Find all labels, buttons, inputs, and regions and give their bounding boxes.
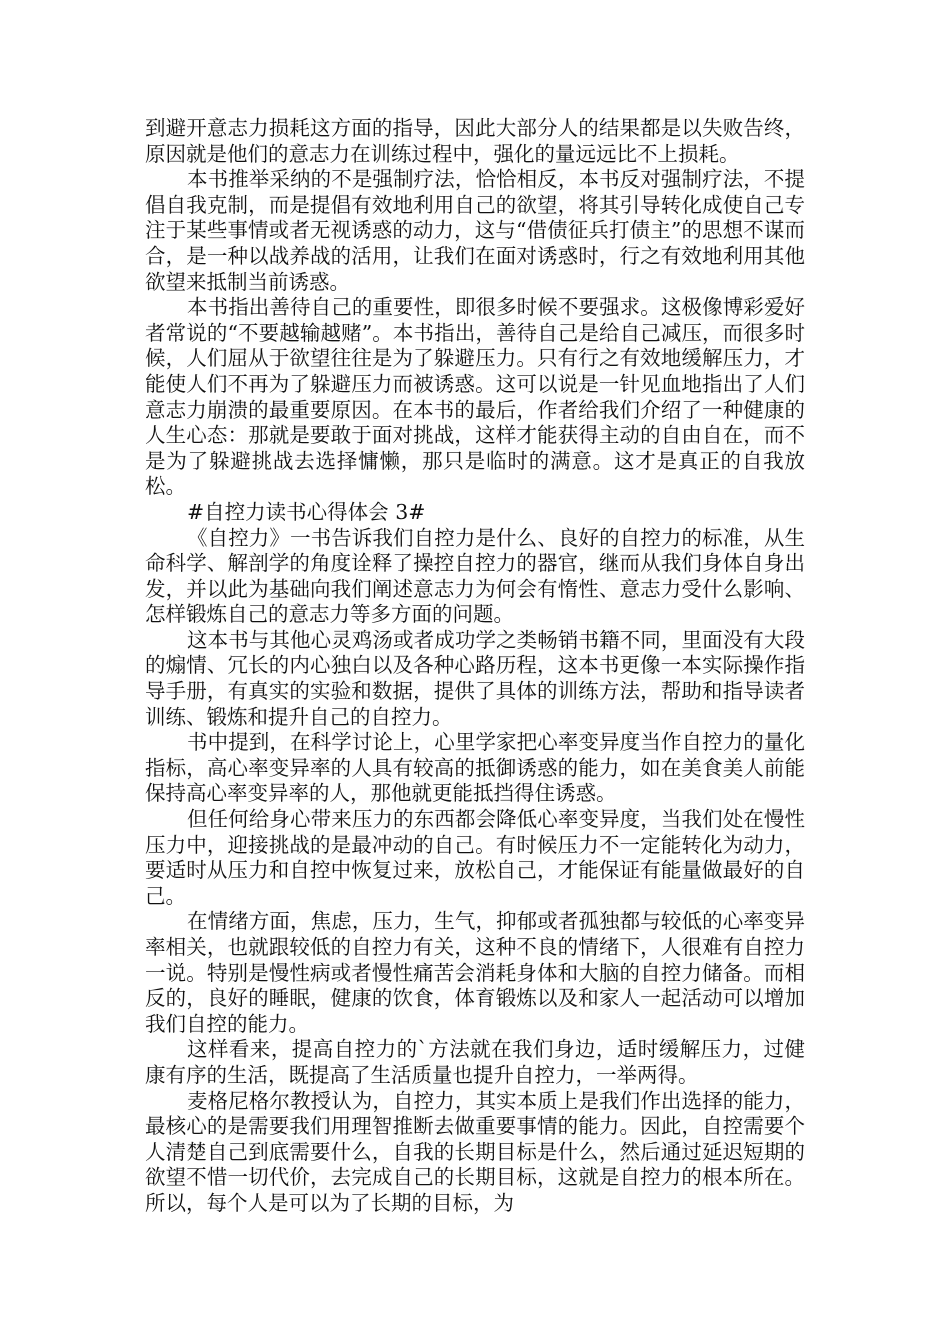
paragraph: 《自控力》一书告诉我们自控力是什么、良好的自控力的标准，从生命科学、解剖学的角度诠释了操控自控力的器官，继而从我们身体自身出发，并以此为基础向我们阐述意志力为何会有惰性、意志力受什么影响、怎样锻炼自己的意志力等多方面的问题。 [145, 525, 805, 627]
paragraph: 在情绪方面，焦虑，压力，生气，抑郁或者孤独都与较低的心率变异率相关，也就跟较低的自控力有关，这种不良的情绪下，人很难有自控力一说。特别是慢性病或者慢性痛苦会消耗身体和大脑的自控力储备。而相反的，良好的睡眠，健康的饮食，体育锻炼以及和家人一起活动可以增加我们自控的能力。 [145, 909, 805, 1036]
paragraph-continuation: 到避开意志力损耗这方面的指导，因此大部分人的结果都是以失败告终，原因就是他们的意志力在训练过程中，强化的量远远比不上损耗。 [145, 116, 805, 166]
paragraph: 本书推举采纳的不是强制疗法，恰恰相反，本书反对强制疗法，不提倡自我克制，而是提倡有效地利用自己的欲望，将其引导转化成使自己专注于某些事情或者无视诱惑的动力，这与“借债征兵打债主”的思想不谋而合，是一种以战养战的活用，让我们在面对诱惑时，行之有效地利用其他欲望来抵制当前诱惑。 [145, 167, 805, 294]
paragraph: 麦格尼格尔教授认为，自控力，其实本质上是我们作出选择的能力，最核心的是需要我们用理智推断去做重要事情的能力。因此，自控需要个人清楚自己到底需要什么，自我的长期目标是什么，然后通过延迟短期的欲望不惜一切代价，去完成自己的长期目标，这就是自控力的根本所在。所以，每个人是可以为了长期的目标，为 [145, 1088, 805, 1215]
document-body [145, 116, 805, 1217]
paragraph: 本书指出善待自己的重要性，即很多时候不要强求。这极像博彩爱好者常说的“不要越输越赌”。本书指出，善待自己是给自己减压，而很多时候，人们屈从于欲望往往是为了躲避压力。只有行之有效地缓解压力，才能使人们不再为了躲避压力而被诱惑。这可以说是一针见血地指出了人们意志力崩溃的最重要原因。在本书的最后，作者给我们介绍了一种健康的人生心态：那就是要敢于面对挑战，这样才能获得主动的自由自在，而不是为了躲避挑战去选择慵懒，那只是临时的满意。这才是真正的自我放松。 [145, 295, 805, 499]
section-heading: #自控力读书心得体会 3# [187, 499, 426, 524]
paragraph: 书中提到，在科学讨论上，心里学家把心率变异度当作自控力的量化指标，高心率变异率的人具有较高的抵御诱惑的能力，如在美食美人前能保持高心率变异率的人，那他就更能抵挡得住诱惑。 [145, 730, 805, 806]
paragraph: 这样看来，提高自控力的`方法就在我们身边，适时缓解压力，过健康有序的生活，既提高了生活质量也提升自控力，一举两得。 [145, 1037, 805, 1087]
paragraph: 这本书与其他心灵鸡汤或者成功学之类畅销书籍不同，里面没有大段的煽情、冗长的内心独白以及各种心路历程，这本书更像一本实际操作指导手册，有真实的实验和数据，提供了具体的训练方法，帮助和指导读者训练、锻炼和提升自己的自控力。 [145, 627, 805, 729]
paragraph: 但任何给身心带来压力的东西都会降低心率变异度，当我们处在慢性压力中，迎接挑战的是最冲动的自己。有时候压力不一定能转化为动力，要适时从压力和自控中恢复过来，放松自己，才能保证有能量做最好的自己。 [145, 807, 805, 908]
